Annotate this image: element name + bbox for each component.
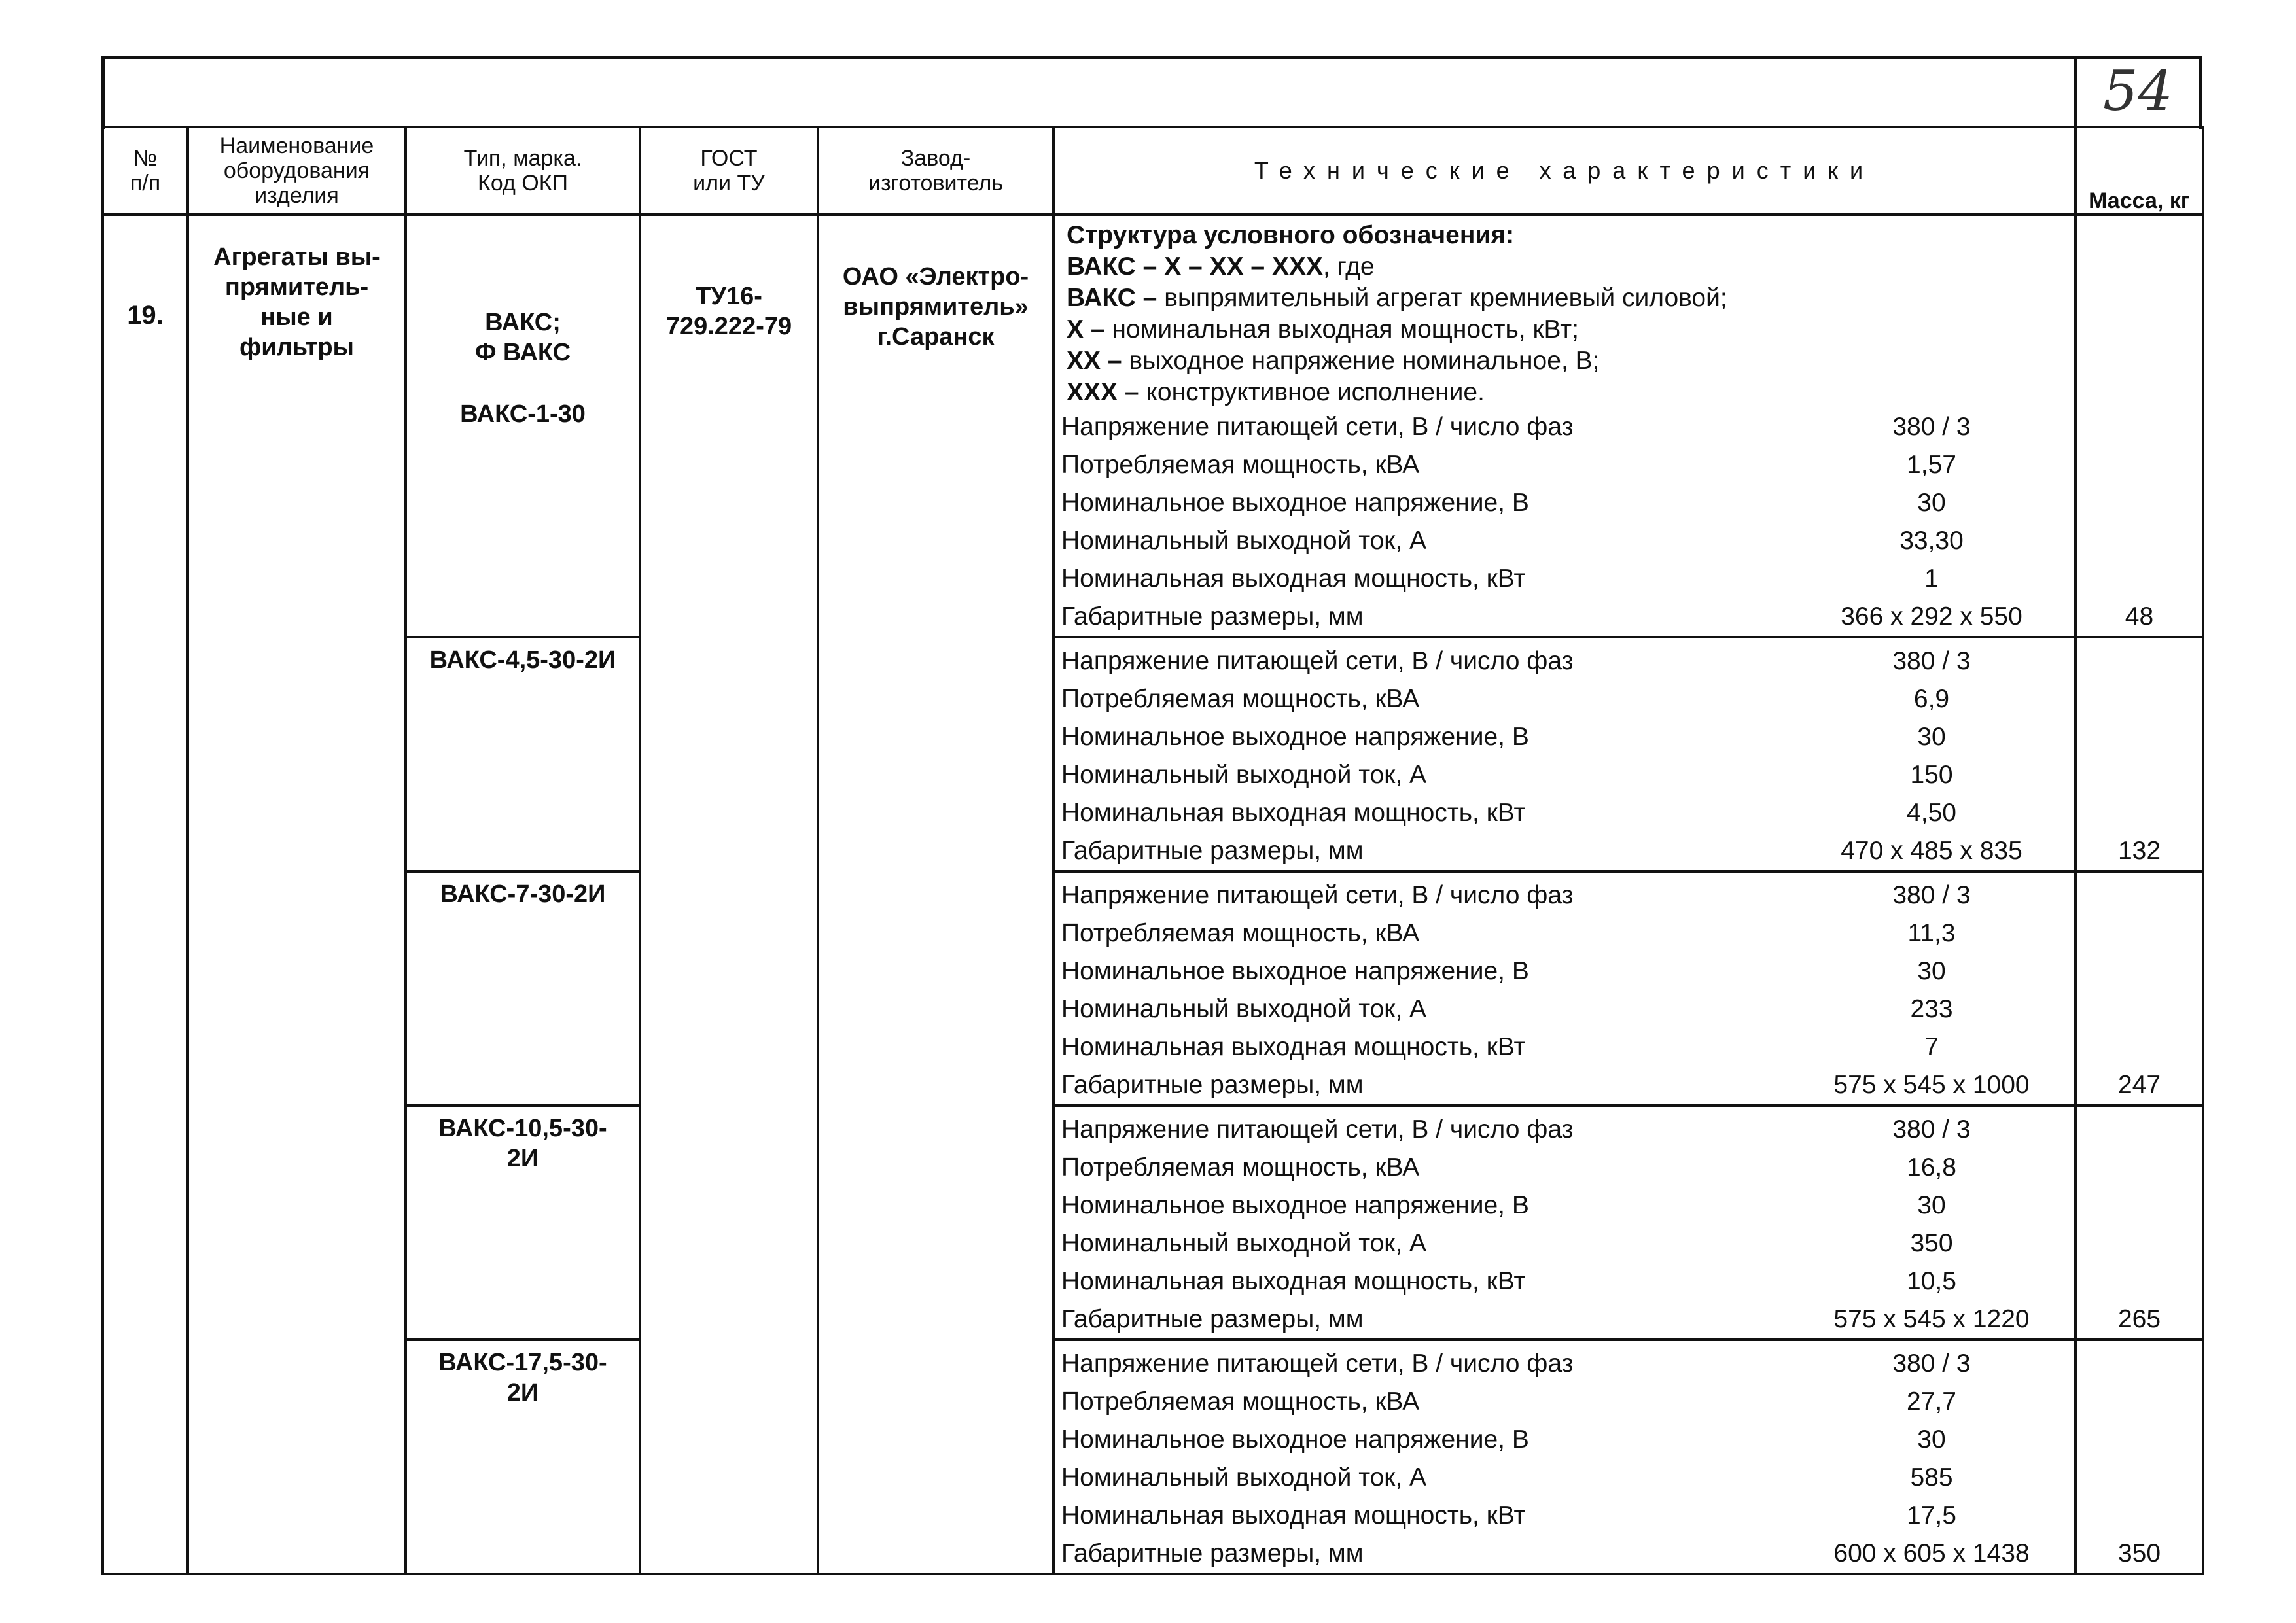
spec-row-out-power [1055,1263,2074,1300]
spec-row-voltage [1055,408,2074,446]
spec-row-out-voltage [1055,1421,2074,1459]
equipment-table [101,126,2204,1575]
spec-label: Номинальное выходное напряжение, В [1061,723,1529,751]
spec-value: 380 / 3 [1892,881,1971,909]
spec-value: 150 [1910,761,1953,789]
gost-cell: ТУ16- 729.222-79 [640,215,818,1574]
page-header-bar [101,56,2202,129]
spec-row-power [1055,915,2074,952]
spec-label: Напряжение питающей сети, В / число фаз [1061,1350,1574,1378]
spec-label: Номинальная выходная мощность, кВт [1061,1267,1526,1295]
spec-row-current [1055,1225,2074,1263]
spec-value: 233 [1910,995,1953,1023]
spec-row-out-power [1055,794,2074,832]
spec-label: Напряжение питающей сети, В / число фаз [1061,647,1574,675]
spec-value: 16,8 [1907,1153,1956,1181]
model-row [103,871,2203,1106]
spec-row-power [1055,1383,2074,1421]
spec-row-voltage [1055,642,2074,680]
spec-value: 11,3 [1907,919,1956,947]
spec-value: 366 х 292 х 550 [1841,602,2022,631]
model-row [103,1106,2203,1340]
spec-row-current [1055,1459,2074,1497]
spec-row-voltage [1055,1111,2074,1149]
spec-value: 7 [1924,1033,1939,1061]
spec-row-dims [1055,832,2074,870]
structure-text: номинальная выходная мощность, кВт; [1104,315,1579,343]
model-type: ВАКС-17,5-30- 2И [438,1349,607,1406]
type-line: Ф ВАКС [474,339,571,366]
header-num: № п/п [103,127,188,215]
spec-value: 27,7 [1907,1387,1956,1416]
spec-row-current [1055,756,2074,794]
spec-label: Габаритные размеры, мм [1061,837,1364,865]
spec-value: 30 [1917,489,1946,517]
model-row [103,215,2203,637]
spec-label: Потребляемая мощность, кВА [1061,685,1420,713]
model-row [103,1340,2203,1574]
type-cell [406,871,640,1106]
spec-row-out-voltage [1055,718,2074,756]
spec-row-voltage [1055,1345,2074,1383]
spec-row-out-voltage [1055,484,2074,522]
type-cell [406,215,640,637]
spec-label: Номинальная выходная мощность, кВт [1061,1501,1526,1529]
spec-value: 33,30 [1899,527,1964,555]
type-cell [406,1340,640,1574]
spec-row-dims [1055,598,2074,636]
spec-label: Потребляемая мощность, кВА [1061,1387,1420,1416]
spec-label: Номинальная выходная мощность, кВт [1061,1033,1526,1061]
model-type: ВАКС-1-30 [460,400,586,428]
spec-label: Габаритные размеры, мм [1061,1539,1364,1567]
spec-row-power [1055,1149,2074,1187]
spec-label: Габаритные размеры, мм [1061,1071,1364,1099]
spec-label: Номинальный выходной ток, А [1061,1463,1427,1492]
type-cell [406,637,640,871]
spec-cell [1053,1340,2075,1574]
header-type: Тип, марка. Код ОКП [406,127,640,215]
spec-value: 1,57 [1907,451,1956,479]
spec-row-dims [1055,1066,2074,1104]
spec-value: 380 / 3 [1892,647,1971,675]
spec-row-out-voltage [1055,952,2074,990]
spec-value: 6,9 [1913,685,1950,713]
mass-cell: 132 [2075,637,2203,871]
spec-label: Потребляемая мощность, кВА [1061,451,1420,479]
structure-code: ХХХ – [1067,378,1139,406]
spec-row-out-power [1055,1497,2074,1535]
structure-text: выходное напряжение номинальное, В; [1122,347,1600,375]
page-number: 54 [2103,59,2173,123]
model-type: ВАКС-4,5-30-2И [429,646,616,674]
designation-structure [1055,216,2074,408]
structure-code: ВАКС – Х – ХХ – ХХХ [1067,253,1323,281]
spec-row-power [1055,680,2074,718]
spec-label: Номинальное выходное напряжение, В [1061,1191,1529,1219]
mass-cell: 265 [2075,1106,2203,1340]
spec-label: Номинальная выходная мощность, кВт [1061,799,1526,827]
spec-row-dims [1055,1535,2074,1573]
spec-value: 10,5 [1907,1267,1956,1295]
spec-row-power [1055,446,2074,484]
model-type: ВАКС-10,5-30- 2И [438,1115,607,1172]
equipment-name: Агрегаты вы- прямитель- ные и фильтры [188,215,406,1574]
mass-cell: 247 [2075,871,2203,1106]
header-mass: Масса, кг [2075,127,2203,215]
spec-row-out-power [1055,1028,2074,1066]
spec-cell [1053,215,2075,637]
spec-label: Номинальное выходное напряжение, В [1061,489,1529,517]
structure-title: Структура условного обозначения: [1067,221,1515,249]
mass-cell: 48 [2075,215,2203,637]
spec-row-dims [1055,1300,2074,1338]
spec-value: 600 х 605 х 1438 [1833,1539,2030,1567]
spec-label: Напряжение питающей сети, В / число фаз [1061,413,1574,441]
spec-cell [1053,871,2075,1106]
spec-label: Номинальный выходной ток, А [1061,761,1427,789]
header-row [103,127,2203,215]
structure-code: Х – [1067,315,1105,343]
spec-value: 350 [1910,1229,1953,1257]
item-number: 19. [103,215,188,1574]
spec-value: 1 [1924,565,1939,593]
spec-row-out-power [1055,560,2074,598]
type-cell [406,1106,640,1340]
spec-value: 30 [1917,723,1946,751]
spec-row-current [1055,522,2074,560]
document-sheet [101,56,2202,1577]
spec-value: 30 [1917,1191,1946,1219]
spec-row-voltage [1055,877,2074,915]
header-plant: Завод- изготовитель [818,127,1053,215]
spec-value: 380 / 3 [1892,1350,1971,1378]
structure-code: ВАКС – [1067,284,1157,312]
structure-text: конструктивное исполнение. [1139,378,1485,406]
spec-cell [1053,1106,2075,1340]
spec-label: Номинальный выходной ток, А [1061,1229,1427,1257]
spec-value: 380 / 3 [1892,1115,1971,1143]
spec-label: Габаритные размеры, мм [1061,602,1364,631]
header-tech: Технические характеристики [1053,127,2075,215]
spec-label: Потребляемая мощность, кВА [1061,919,1420,947]
spec-row-out-voltage [1055,1187,2074,1225]
spec-label: Напряжение питающей сети, В / число фаз [1061,1115,1574,1143]
spec-value: 30 [1917,1425,1946,1454]
spec-value: 470 х 485 х 835 [1841,837,2022,865]
spec-label: Номинальное выходное напряжение, В [1061,1425,1529,1454]
header-name: Наименование оборудования изделия [188,127,406,215]
page-number-box [2074,59,2199,129]
spec-value: 17,5 [1907,1501,1956,1529]
structure-text: , где [1323,253,1375,281]
spec-label: Номинальный выходной ток, А [1061,995,1427,1023]
spec-label: Номинальное выходное напряжение, В [1061,957,1529,985]
type-line: ВАКС; [485,309,561,336]
spec-cell [1053,637,2075,871]
structure-text: выпрямительный агрегат кремниевый силовой; [1157,284,1727,312]
model-type: ВАКС-7-30-2И [440,881,606,908]
mass-cell: 350 [2075,1340,2203,1574]
spec-value: 4,50 [1907,799,1956,827]
spec-value: 575 х 545 х 1000 [1833,1071,2030,1099]
spec-value: 575 х 545 х 1220 [1833,1305,2030,1333]
spec-label: Потребляемая мощность, кВА [1061,1153,1420,1181]
model-row [103,637,2203,871]
spec-value: 380 / 3 [1892,413,1971,441]
spec-label: Напряжение питающей сети, В / число фаз [1061,881,1574,909]
spec-value: 30 [1917,957,1946,985]
spec-value: 585 [1910,1463,1953,1492]
structure-code: ХХ – [1067,347,1122,375]
spec-label: Номинальный выходной ток, А [1061,527,1427,555]
spec-label: Габаритные размеры, мм [1061,1305,1364,1333]
spec-row-current [1055,990,2074,1028]
manufacturer-cell: ОАО «Электро- выпрямитель» г.Саранск [818,215,1053,1574]
spec-label: Номинальная выходная мощность, кВт [1061,565,1526,593]
header-gost: ГОСТ или ТУ [640,127,818,215]
